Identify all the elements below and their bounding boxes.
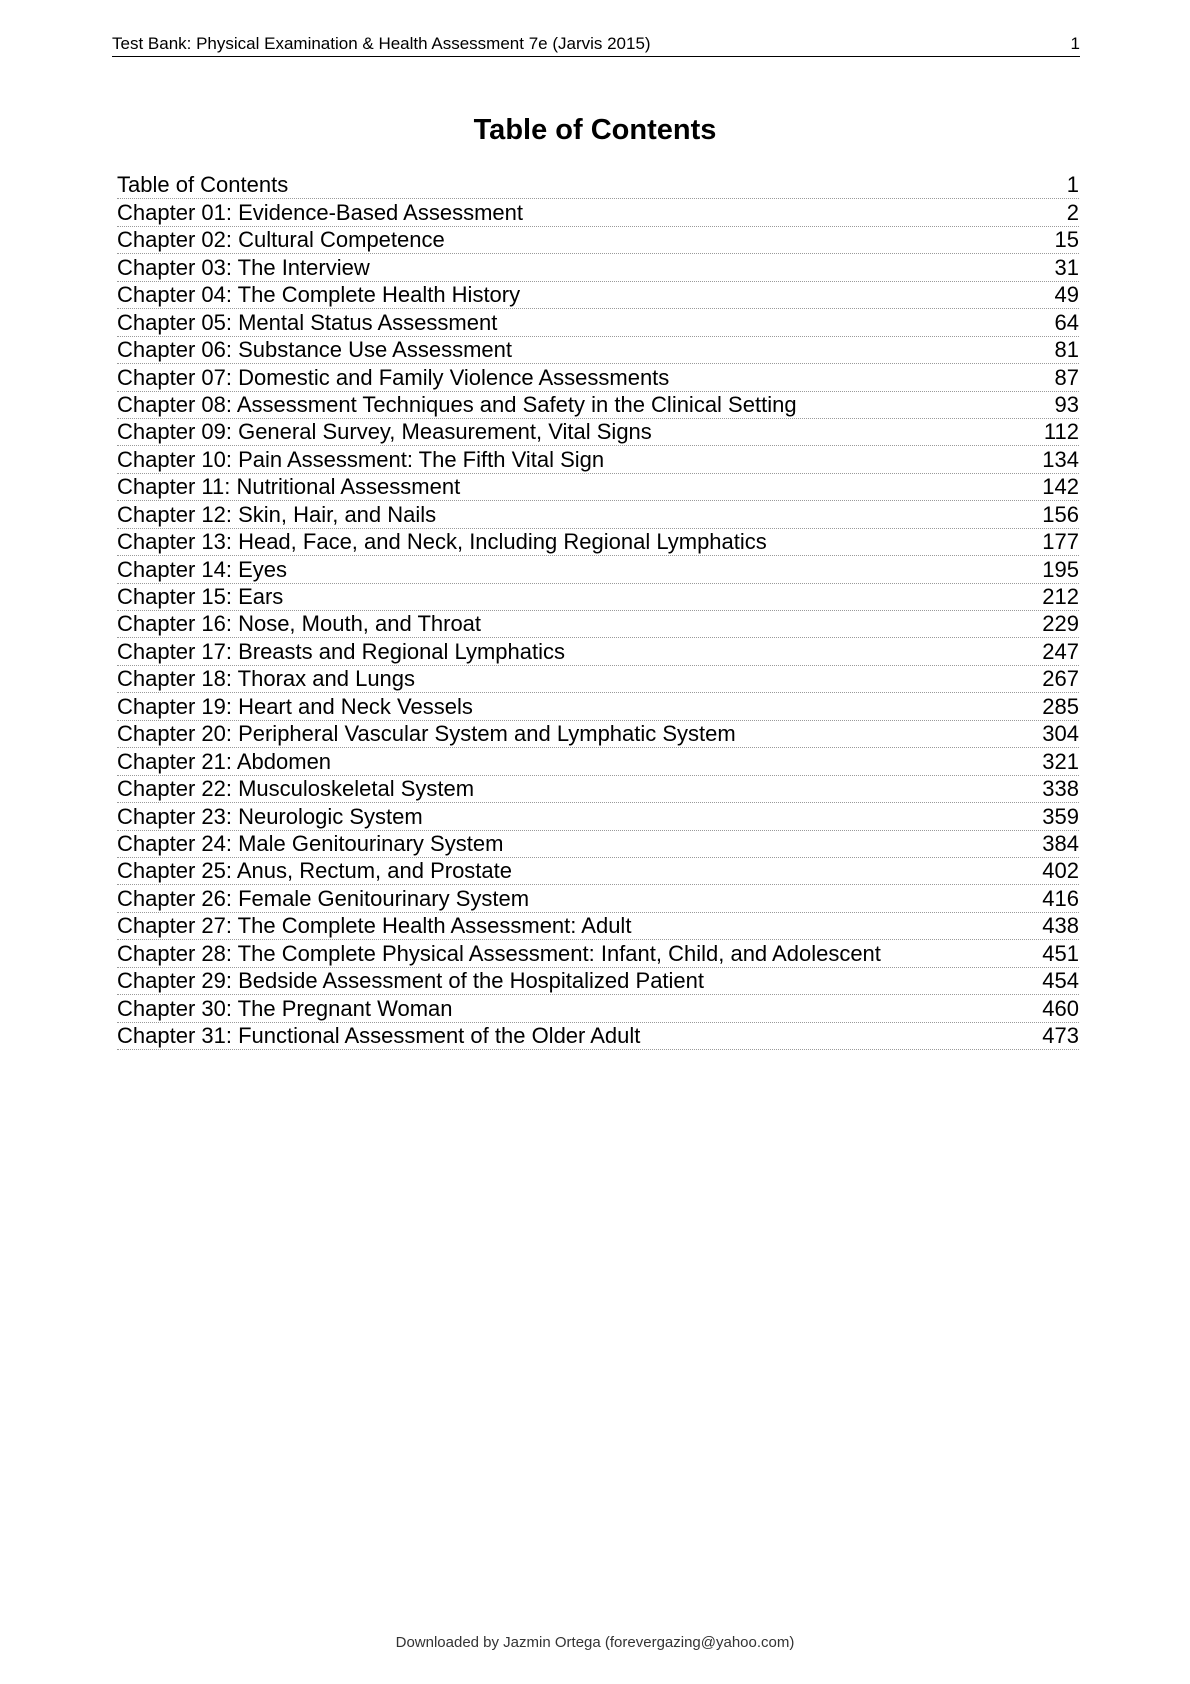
toc-entry-label: Chapter 10: Pain Assessment: The Fifth Vital Sign xyxy=(117,446,605,472)
toc-entry-label: Chapter 11: Nutritional Assessment xyxy=(117,474,461,500)
toc-entry[interactable] xyxy=(117,227,1079,254)
toc-entry-label: Chapter 15: Ears xyxy=(117,584,284,609)
toc-entry-page-number: 267 xyxy=(1042,666,1079,692)
toc-entry-label: Chapter 05: Mental Status Assessment xyxy=(117,309,498,335)
toc-entry-page-number: 229 xyxy=(1042,611,1079,637)
toc-entry-page-number: 195 xyxy=(1042,556,1079,582)
toc-entry-page-number: 1 xyxy=(1066,172,1079,198)
toc-entry-page-number: 304 xyxy=(1042,721,1079,747)
toc-entry-page-number: 87 xyxy=(1054,364,1079,390)
toc-entry-page-number: 93 xyxy=(1054,391,1079,417)
toc-entry-page-number: 451 xyxy=(1042,940,1079,966)
toc-entry-page-number: 177 xyxy=(1042,529,1079,555)
toc-entry-page-number: 285 xyxy=(1042,693,1079,719)
toc-entry[interactable] xyxy=(117,913,1079,940)
toc-entry-label: Chapter 08: Assessment Techniques and Safety in the Clinical Setting xyxy=(117,391,797,417)
toc-entry[interactable] xyxy=(117,172,1079,199)
toc-entry[interactable] xyxy=(117,337,1079,364)
toc-entry-page-number: 142 xyxy=(1042,474,1079,500)
toc-entry[interactable] xyxy=(117,254,1079,281)
toc-entry-label: Chapter 21: Abdomen xyxy=(117,748,332,774)
toc-entry[interactable] xyxy=(117,611,1079,638)
header-page-number: 1 xyxy=(1070,34,1080,53)
toc-entry-label: Chapter 20: Peripheral Vascular System and Lymphatic System xyxy=(117,721,736,747)
toc-entry-page-number: 134 xyxy=(1042,446,1079,472)
toc-entry[interactable] xyxy=(117,309,1079,336)
toc-entry-label: Chapter 26: Female Genitourinary System xyxy=(117,885,530,911)
toc-entry-page-number: 15 xyxy=(1054,227,1079,253)
toc-entry-label: Chapter 03: The Interview xyxy=(117,254,370,280)
toc-entry[interactable] xyxy=(117,885,1079,912)
toc-entry-label: Chapter 09: General Survey, Measurement, Vital Signs xyxy=(117,419,652,445)
toc-entry-label: Chapter 27: The Complete Health Assessment: Adult xyxy=(117,913,632,939)
toc-entry[interactable] xyxy=(117,474,1079,501)
toc-entry-page-number: 460 xyxy=(1042,995,1079,1021)
toc-entry-label: Chapter 06: Substance Use Assessment xyxy=(117,337,512,363)
toc-entry-page-number: 438 xyxy=(1042,913,1079,939)
toc-entry-label: Chapter 30: The Pregnant Woman xyxy=(117,995,453,1021)
toc-entry-page-number: 359 xyxy=(1042,803,1079,829)
toc-entry[interactable] xyxy=(117,529,1079,556)
toc-entry-page-number: 454 xyxy=(1042,968,1079,994)
toc-entry[interactable] xyxy=(117,721,1079,748)
toc-entry-label: Chapter 23: Neurologic System xyxy=(117,803,423,829)
toc-entry-page-number: 384 xyxy=(1042,830,1079,856)
toc-entry-label: Chapter 19: Heart and Neck Vessels xyxy=(117,693,473,719)
toc-entry-page-number: 473 xyxy=(1042,1023,1079,1048)
toc-entry[interactable] xyxy=(117,940,1079,967)
toc-entry-label: Chapter 29: Bedside Assessment of the Hospitalized Patient xyxy=(117,968,705,994)
toc-entry-label: Chapter 17: Breasts and Regional Lymphatics xyxy=(117,638,565,664)
toc-entry-page-number: 247 xyxy=(1042,638,1079,664)
toc-entry[interactable] xyxy=(117,556,1079,583)
toc-entry-label: Chapter 24: Male Genitourinary System xyxy=(117,830,504,856)
table-of-contents xyxy=(117,172,1079,1050)
toc-entry-label: Chapter 22: Musculoskeletal System xyxy=(117,776,475,802)
toc-entry[interactable] xyxy=(117,803,1079,830)
toc-entry[interactable] xyxy=(117,666,1079,693)
toc-entry[interactable] xyxy=(117,968,1079,995)
toc-entry-label: Chapter 07: Domestic and Family Violence Assessments xyxy=(117,364,670,390)
toc-entry[interactable] xyxy=(117,446,1079,473)
toc-entry[interactable] xyxy=(117,693,1079,720)
toc-entry[interactable] xyxy=(117,364,1079,391)
toc-entry[interactable] xyxy=(117,501,1079,528)
toc-entry[interactable] xyxy=(117,392,1079,419)
toc-entry[interactable] xyxy=(117,1023,1079,1050)
toc-entry-page-number: 64 xyxy=(1054,309,1079,335)
toc-entry-label: Chapter 02: Cultural Competence xyxy=(117,227,445,253)
toc-entry-page-number: 402 xyxy=(1042,858,1079,884)
toc-entry-label: Chapter 01: Evidence-Based Assessment xyxy=(117,199,524,225)
download-footer: Downloaded by Jazmin Ortega (forevergazing@yahoo.com) xyxy=(395,1634,795,1651)
running-header xyxy=(112,33,1080,57)
toc-entry[interactable] xyxy=(117,748,1079,775)
toc-entry-label: Chapter 14: Eyes xyxy=(117,556,287,582)
toc-entry-page-number: 31 xyxy=(1054,254,1079,280)
toc-entry[interactable] xyxy=(117,776,1079,803)
toc-entry-label: Chapter 13: Head, Face, and Neck, Including Regional Lymphatics xyxy=(117,529,767,555)
page-title: Table of Contents xyxy=(473,114,717,146)
toc-entry-page-number: 112 xyxy=(1043,419,1079,445)
toc-entry-page-number: 338 xyxy=(1042,776,1079,802)
toc-entry-page-number: 212 xyxy=(1042,584,1079,609)
toc-entry-page-number: 81 xyxy=(1054,337,1079,363)
header-title: Test Bank: Physical Examination & Health Assessment 7e (Jarvis 2015) xyxy=(112,34,651,53)
toc-entry[interactable] xyxy=(117,419,1079,446)
toc-entry[interactable] xyxy=(117,858,1079,885)
toc-entry-label: Table of Contents xyxy=(117,172,289,198)
toc-entry[interactable] xyxy=(117,199,1079,226)
toc-entry-label: Chapter 16: Nose, Mouth, and Throat xyxy=(117,611,482,637)
toc-entry[interactable] xyxy=(117,584,1079,611)
toc-entry-page-number: 156 xyxy=(1042,501,1079,527)
toc-entry[interactable] xyxy=(117,638,1079,665)
toc-entry-label: Chapter 18: Thorax and Lungs xyxy=(117,666,416,692)
toc-entry[interactable] xyxy=(117,282,1079,309)
toc-entry-label: Chapter 25: Anus, Rectum, and Prostate xyxy=(117,858,513,884)
toc-entry-page-number: 416 xyxy=(1042,885,1079,911)
toc-entry-label: Chapter 28: The Complete Physical Assessment: Infant, Child, and Adolescent xyxy=(117,940,881,966)
toc-entry-page-number: 321 xyxy=(1042,748,1079,774)
toc-entry-label: Chapter 04: The Complete Health History xyxy=(117,282,521,308)
toc-entry-label: Chapter 31: Functional Assessment of the Older Adult xyxy=(117,1023,641,1048)
toc-entry-page-number: 49 xyxy=(1054,282,1079,308)
toc-entry-page-number: 2 xyxy=(1066,199,1079,225)
toc-entry[interactable] xyxy=(117,831,1079,858)
toc-entry[interactable] xyxy=(117,995,1079,1022)
toc-entry-label: Chapter 12: Skin, Hair, and Nails xyxy=(117,501,437,527)
